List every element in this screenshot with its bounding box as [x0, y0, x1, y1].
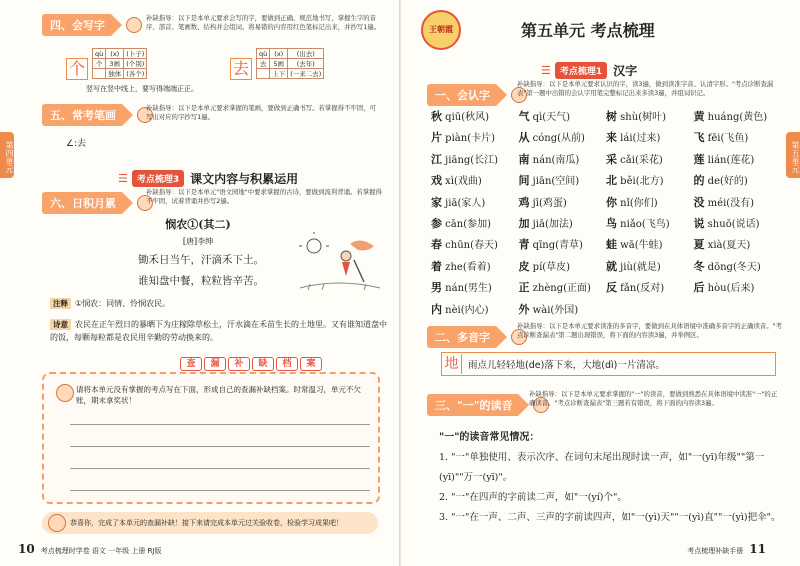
section-1-tip: 补缺指导：以下是本单元要求认识的字，读3遍，做到读准字音、认清字形。"考点诊断查漏表"第一题中出错的会认字用笔完整标记出来多读3遍，并组词识记。 — [517, 80, 774, 97]
pinyin: nán — [442, 283, 465, 295]
pinyin: shuō — [704, 218, 732, 230]
example-word: (草皮) — [542, 261, 571, 273]
char-entry — [606, 236, 694, 252]
poem-title: 悯农①(其二) — [165, 218, 231, 231]
char-entry — [431, 258, 519, 274]
pinyin: lái — [617, 133, 633, 145]
pinyin: qiū — [442, 112, 462, 123]
char-entry — [694, 236, 782, 252]
char-entry — [606, 194, 694, 210]
stroke-item: ∠:去 — [66, 139, 87, 149]
hanzi: 男 — [431, 281, 442, 295]
pinyin: chūn — [442, 240, 471, 252]
rule-item: 2. "一"在四声的字前读二声，如"一(yí)个"。 — [439, 492, 627, 503]
list-icon: ☰ — [541, 64, 551, 77]
section-6-tip: 补缺指导：以下是本单元"语文园地"中要求掌握的古诗，要做到流利背诵。若掌握得不牢固，试着背诵并抄写2遍。 — [146, 188, 382, 205]
pinyin: nǐ — [617, 197, 630, 209]
pinyin: běi — [617, 176, 636, 188]
pinyin: jī — [529, 197, 539, 209]
check-instruction: 请将本单元没有掌握的考点写在下面，形成自己的查漏补缺档案。时常温习，单元不欠账，期末拿奖状！ — [76, 385, 361, 405]
right-footer — [687, 542, 766, 556]
pinyin: cǎi — [617, 154, 635, 166]
hanzi: 采 — [606, 152, 617, 166]
hanzi: 家 — [431, 195, 442, 209]
example-word: (过来) — [632, 133, 661, 145]
hanzi: 没 — [693, 195, 705, 209]
hanzi: 反 — [606, 281, 617, 295]
hanzi: 从 — [518, 131, 530, 145]
poem-line-2: 谁知盘中餐，粒粒皆辛苦。 — [138, 275, 264, 287]
char-entry — [519, 215, 607, 231]
char-entry — [431, 301, 519, 317]
answer-line[interactable] — [70, 468, 370, 469]
section-5-tip: 补缺指导：以下是本单元要求掌握的笔画，要做到正确书写。若掌握得不牢固，可写出对应的字抄写1遍。 — [146, 104, 377, 121]
hanzi: 着 — [431, 259, 442, 273]
poem-meaning-label: 诗意 — [50, 319, 71, 330]
poem-note: 注释 ①悯农：同情、怜悯农民。 — [50, 298, 170, 309]
pinyin: wài — [529, 304, 551, 316]
char-entry — [519, 172, 607, 188]
book-info: 考点梳理时学卷 语文 一年级 上册 RJ版 — [40, 547, 162, 555]
hanzi: 春 — [431, 238, 442, 252]
example-word: (鸡蛋) — [538, 197, 567, 209]
pinyin: cóng — [529, 133, 558, 145]
hanzi: 间 — [518, 174, 530, 188]
char-entry — [431, 215, 519, 231]
hanzi: 皮 — [518, 259, 530, 273]
char-entry — [431, 194, 519, 210]
completion-note: 恭喜你，完成了本单元的查漏补缺！接下来请完成本单元过关验收卷，检验学习成果吧！ — [42, 512, 378, 534]
hanzi: 飞 — [693, 131, 705, 145]
char-entry — [431, 108, 519, 124]
char-table-qu: qù (x) (出去) 去 5画 (去年) 上下 (一来二去) — [256, 48, 324, 79]
pinyin: de — [704, 176, 720, 188]
answer-line[interactable] — [70, 424, 370, 425]
example-word: (好的) — [720, 176, 748, 188]
example-word: (飞鱼) — [720, 133, 749, 145]
example-word: (男生) — [464, 283, 492, 295]
section-5-title: 五、常考笔画 — [42, 104, 124, 126]
hanzi: 的 — [693, 174, 705, 188]
pinyin: nèi — [442, 304, 461, 316]
char-entry — [606, 172, 694, 188]
example-word: (天气) — [542, 112, 571, 123]
section-4-tip: 补缺指导：以下是本单元要求会写的字，要做到正确、规范地书写，掌握生字的音序、部首、笔画数、结构并会组词。将易错的内容用红色笔标记出来，并抄写1遍。 — [146, 14, 381, 31]
char-entry — [606, 108, 694, 124]
list-icon: ☰ — [118, 172, 128, 185]
example-word: (你们) — [629, 197, 658, 209]
hanzi: 夏 — [693, 238, 705, 252]
example-word: (说话) — [731, 218, 760, 230]
pinyin: jiā — [442, 197, 458, 209]
char-entry — [431, 172, 519, 188]
hanzi: 来 — [606, 131, 617, 145]
right-page — [400, 0, 800, 566]
example-word: (树叶) — [638, 112, 667, 123]
char-entry — [694, 194, 782, 210]
book-info: 考点梳理补缺手册 — [687, 547, 744, 555]
char-entry — [606, 215, 694, 231]
pinyin: xià — [704, 240, 723, 252]
char-ge: 个 — [66, 58, 88, 80]
poem-meaning: 诗意 农民在正午烈日的暴晒下为庄稼除草松土，汗水滴在禾苗生长的土地里。又有谁知道盘中的饭，每颗每粒都是农民用辛勤的劳动换来的。 — [50, 320, 387, 342]
example-word: (后来) — [726, 283, 755, 295]
section-2-header — [427, 326, 527, 348]
section-1-title: 一、会认字 — [427, 84, 498, 106]
farmer-illustration — [298, 232, 382, 294]
pinyin: fǎn — [617, 283, 637, 295]
hanzi: 蛙 — [606, 238, 617, 252]
char-entry — [606, 151, 694, 167]
example-word: (青草) — [555, 240, 583, 252]
char-entry — [519, 236, 607, 252]
section-4-header — [42, 14, 142, 36]
char-entry — [694, 129, 782, 145]
student-avatar-icon — [126, 17, 142, 33]
example-word: (家人) — [457, 197, 486, 209]
char-entry — [519, 194, 607, 210]
char-entry — [694, 258, 782, 274]
example-word: (卡片) — [467, 133, 495, 145]
pinyin: jiāng — [442, 154, 471, 166]
hanzi: 青 — [518, 238, 530, 252]
pinyin: wā — [617, 240, 635, 252]
pinyin: shù — [617, 112, 639, 123]
unit-side-tab: 第四单元 — [0, 132, 14, 178]
topic-1-badge: 考点梳理1 — [555, 62, 607, 79]
polyphone-char: 地 — [442, 354, 462, 374]
section-5-header — [42, 104, 153, 126]
hanzi: 北 — [606, 174, 617, 188]
hanzi: 片 — [431, 131, 442, 145]
poem-line-1: 锄禾日当午，汗滴禾下土。 — [138, 254, 264, 266]
pinyin: hòu — [704, 283, 727, 295]
poem-author: [唐]李绅 — [182, 237, 214, 246]
char-entry — [519, 151, 607, 167]
polyphone-example — [441, 352, 776, 376]
hanzi: 后 — [693, 281, 705, 295]
answer-line[interactable] — [70, 490, 370, 491]
pinyin: piàn — [442, 133, 468, 145]
section-1-header — [427, 84, 527, 106]
hanzi: 鸡 — [518, 195, 530, 209]
hanzi: 南 — [518, 152, 530, 166]
student-avatar-icon — [56, 384, 74, 402]
char-entry — [519, 129, 607, 145]
example-word: (长江) — [470, 154, 499, 166]
topic-1-title: 汉字 — [613, 64, 638, 78]
hanzi: 戏 — [431, 174, 442, 188]
char-entry — [519, 258, 607, 274]
example-word: (内心) — [460, 304, 489, 316]
example-word: (牛蛙) — [634, 240, 663, 252]
hanzi: 气 — [518, 110, 530, 123]
page-number: 10 — [18, 542, 35, 556]
example-word: (加法) — [544, 218, 573, 230]
char-entry — [431, 279, 519, 295]
unit-side-tab: 第五单元 — [786, 132, 800, 178]
poem-note-label: 注释 — [50, 298, 71, 309]
section-2-tip: 补缺指导：以下是本单元要求读准的多音字，要做到在具体语境中准确多音字的正确读音。"考点诊断查漏表"第二题出现错误，将下面的内容读3遍，并举例区。 — [517, 322, 782, 339]
writing-note: 竖写在竖中线上，要写得端端正正。 — [86, 85, 198, 93]
hanzi: 江 — [431, 152, 442, 166]
pinyin: xì — [442, 176, 455, 188]
topic-3-title: 课文内容与积累运用 — [190, 172, 299, 186]
topic-3-badge: 考点梳理3 — [132, 170, 184, 187]
char-entry — [431, 151, 519, 167]
hanzi: 正 — [518, 281, 530, 295]
example-word: (春天) — [470, 240, 498, 252]
section-6-header — [42, 192, 153, 214]
char-entry — [694, 215, 782, 231]
char-entry — [606, 258, 694, 274]
example-word: (冬天) — [732, 261, 761, 273]
char-entry — [519, 279, 607, 295]
pinyin: niǎo — [617, 218, 642, 230]
char-entry — [519, 301, 607, 317]
char-entry — [694, 279, 782, 295]
recognition-char-grid — [431, 108, 781, 317]
pinyin: jiù — [617, 261, 633, 273]
pinyin: pí — [529, 261, 543, 273]
pinyin: qīng — [529, 240, 556, 252]
section-3-tip: 补缺指导：以下是本单元要求掌握的"一"的读音，要做到熟悉在具体语境中读准"一"的正确读音。"考点诊断查漏表"第三题若有错误，将下面的内容读3遍。 — [529, 390, 778, 407]
check-title: 查 漏 补 缺 档 案 — [180, 357, 324, 371]
rules-heading: "一"的读音常见情况： — [439, 432, 540, 443]
example-word: (空间) — [551, 176, 580, 188]
pinyin: méi — [704, 197, 727, 209]
example-word: (夏天) — [722, 240, 751, 252]
pinyin: cān — [442, 218, 464, 230]
topic-3-banner — [118, 170, 298, 187]
student-avatar-icon — [48, 514, 66, 532]
example-word: (莲花) — [726, 154, 755, 166]
hanzi: 参 — [431, 216, 442, 230]
left-footer — [18, 542, 162, 556]
hanzi: 内 — [431, 302, 442, 316]
brand-logo: 王朝霞 — [421, 10, 461, 50]
char-table-ge: qù (x) (卜子) 个 3画 (个别) 独体 (各个) — [92, 48, 147, 79]
section-2-title: 二、多音字 — [427, 326, 498, 348]
example-word: (正面) — [563, 283, 591, 295]
hanzi: 鸟 — [606, 216, 617, 230]
pinyin: jiān — [529, 176, 552, 188]
char-entry — [519, 108, 607, 124]
example-word: (戏曲) — [454, 176, 482, 188]
hanzi: 你 — [606, 195, 617, 209]
example-word: (北方) — [635, 176, 664, 188]
pinyin: huáng — [704, 112, 740, 123]
char-entry — [694, 151, 782, 167]
hanzi: 外 — [518, 302, 530, 316]
yi-rules — [439, 428, 784, 528]
unit-title: 第五单元 考点梳理 — [521, 21, 655, 40]
example-word: (没有) — [726, 197, 755, 209]
char-entry — [694, 172, 782, 188]
example-word: (看着) — [462, 261, 491, 273]
char-entry — [606, 129, 694, 145]
example-word: (反对) — [636, 283, 665, 295]
hanzi: 冬 — [693, 259, 705, 273]
char-qu: 去 — [230, 58, 252, 80]
section-3-title: 三、"一"的读音 — [427, 394, 520, 416]
rule-item: 1. "一"单独使用、表示次序、在词句末尾出现时读一声，如"一(yī)年级""第一(yī)""万一(yī)"。 — [439, 452, 765, 483]
char-entry — [431, 236, 519, 252]
hanzi: 加 — [518, 216, 530, 230]
char-entry — [606, 279, 694, 295]
char-entry — [694, 108, 782, 124]
example-word: (秋风) — [461, 112, 490, 123]
hanzi: 就 — [606, 259, 617, 273]
section-4-title: 四、会写字 — [42, 14, 113, 36]
pinyin: nán — [529, 154, 552, 166]
example-word: (就是) — [632, 261, 661, 273]
hanzi: 树 — [606, 110, 617, 123]
char-entry — [431, 129, 519, 145]
rule-item: 3. "一"在一声、二声、三声的字前读四声，如"一(yì)天""一(yì)直""一(yì)把伞"。 — [439, 512, 781, 523]
polyphone-sentence: 雨点儿轻轻地(de)落下来，大地(dì)一片清凉。 — [468, 360, 665, 371]
example-word: (黄色) — [739, 112, 768, 123]
example-word: (采花) — [634, 154, 663, 166]
topic-1-banner — [541, 62, 637, 79]
hanzi: 黄 — [693, 110, 705, 123]
example-word: (飞鸟) — [641, 218, 670, 230]
section-6-title: 六、日积月累 — [42, 192, 124, 214]
example-word: (参加) — [463, 218, 491, 230]
pinyin: zhe — [442, 261, 463, 273]
example-word: (南瓜) — [551, 154, 580, 166]
pinyin: lián — [704, 154, 727, 166]
hanzi: 秋 — [431, 110, 442, 123]
pinyin: dōng — [704, 261, 733, 273]
hanzi: 莲 — [693, 152, 705, 166]
page-number: 11 — [749, 542, 766, 556]
pinyin: fēi — [704, 133, 721, 145]
hanzi: 说 — [693, 216, 705, 230]
example-word: (从前) — [557, 133, 585, 145]
answer-line[interactable] — [70, 446, 370, 447]
pinyin: jiā — [529, 218, 545, 230]
pinyin: zhèng — [529, 283, 564, 295]
pinyin: qì — [529, 112, 543, 123]
example-word: (外国) — [550, 304, 579, 316]
